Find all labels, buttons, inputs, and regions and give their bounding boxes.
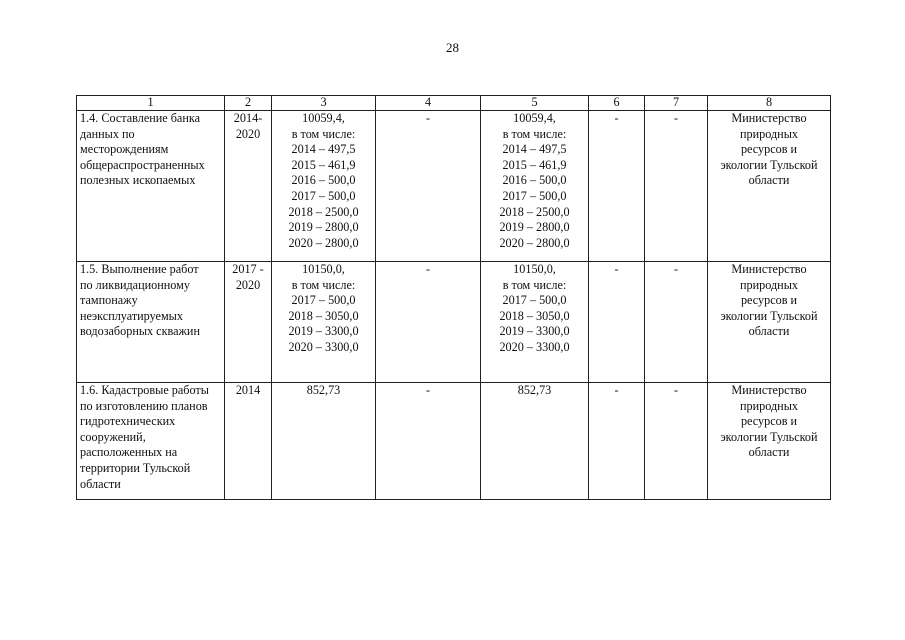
table-row xyxy=(77,262,831,383)
activity-name-cell-line: гидротехнических xyxy=(80,414,176,429)
regional-funding-cell-line: 2020 – 2800,0 xyxy=(499,235,570,250)
regional-funding-cell-line: 10059,4, xyxy=(513,111,556,125)
period-cell-line: 2017 - xyxy=(232,262,264,276)
executor-cell-line: Министерство xyxy=(731,262,807,276)
total-funding-cell-line: 2018 – 3050,0 xyxy=(288,308,359,323)
executor-cell-line: ресурсов и xyxy=(740,414,798,429)
regional-funding-cell-line: 2016 – 500,0 xyxy=(502,173,567,188)
activity-name-cell-line: 1.6. Кадастровые работы xyxy=(80,383,209,397)
activity-name-cell-line: области xyxy=(80,476,121,491)
total-funding-cell xyxy=(272,111,376,262)
executor-cell-line: Министерство xyxy=(731,383,807,397)
activity-name-cell xyxy=(77,111,225,262)
column-header: 5 xyxy=(481,96,589,111)
total-funding-cell-line: 2015 – 461,9 xyxy=(291,157,356,172)
column-header: 3 xyxy=(272,96,376,111)
regional-funding-cell xyxy=(481,383,589,500)
column-header: 4 xyxy=(376,96,481,111)
period-cell xyxy=(225,262,272,383)
total-funding-cell-line: 852,73 xyxy=(306,383,341,397)
total-funding-cell-line: 2019 – 2800,0 xyxy=(288,220,359,235)
activity-name-cell-line: территории Тульской xyxy=(80,460,191,475)
regional-funding-cell-line: в том числе: xyxy=(502,277,567,292)
regional-funding-cell-line: 2019 – 3300,0 xyxy=(499,324,570,339)
total-funding-cell xyxy=(272,383,376,500)
total-funding-cell xyxy=(272,262,376,383)
table-row xyxy=(77,111,831,262)
total-funding-cell-line: в том числе: xyxy=(291,126,356,141)
total-funding-cell-line: 2020 – 3300,0 xyxy=(288,339,359,354)
regional-funding-cell xyxy=(481,262,589,383)
executor-cell-line: Министерство xyxy=(731,111,807,125)
total-funding-cell-line: в том числе: xyxy=(291,277,356,292)
regional-funding-cell-line: 2020 – 3300,0 xyxy=(499,339,570,354)
activity-name-cell-line: общераспространенных xyxy=(80,157,205,172)
regional-funding-cell-line: 852,73 xyxy=(517,383,552,397)
activity-name-cell-line: месторождениям xyxy=(80,142,169,157)
total-funding-cell-line: 2020 – 2800,0 xyxy=(288,235,359,250)
total-funding-cell-line: 2014 – 497,5 xyxy=(291,142,356,157)
executor-cell xyxy=(708,383,831,500)
activity-name-cell-line: данных по xyxy=(80,126,135,141)
total-funding-cell-line: 2016 – 500,0 xyxy=(291,173,356,188)
activity-name-cell-line: расположенных на xyxy=(80,445,178,460)
activity-name-cell xyxy=(77,383,225,500)
executor-cell xyxy=(708,262,831,383)
table-row xyxy=(77,383,831,500)
total-funding-cell-line: 2018 – 2500,0 xyxy=(288,204,359,219)
executor-cell-line: природных xyxy=(740,126,798,141)
executor-cell-line: природных xyxy=(740,398,798,413)
regional-funding-cell-line: 10150,0, xyxy=(513,262,556,276)
regional-funding-cell-line: 2018 – 3050,0 xyxy=(499,308,570,323)
regional-funding-cell-line: в том числе: xyxy=(502,126,567,141)
column-header: 7 xyxy=(645,96,708,111)
column-4-cell: - xyxy=(376,262,481,383)
activity-name-cell-line: тампонажу xyxy=(80,293,138,308)
regional-funding-cell xyxy=(481,111,589,262)
header-row xyxy=(77,96,831,111)
column-7-cell: - xyxy=(645,262,708,383)
column-header: 6 xyxy=(589,96,645,111)
column-6-cell: - xyxy=(589,262,645,383)
period-cell-line: 2020 xyxy=(235,126,261,141)
period-cell xyxy=(225,111,272,262)
period-cell-line: 2014- xyxy=(233,111,263,125)
regional-funding-cell-line: 2019 – 2800,0 xyxy=(499,220,570,235)
activity-name-cell-line: водозаборных скважин xyxy=(80,324,200,339)
activity-name-cell-line: 1.4. Составление банка xyxy=(80,111,201,125)
column-6-cell: - xyxy=(589,111,645,262)
column-4-cell: - xyxy=(376,111,481,262)
period-cell-line: 2014 xyxy=(235,383,261,397)
column-header: 1 xyxy=(77,96,225,111)
period-cell xyxy=(225,383,272,500)
executor-cell xyxy=(708,111,831,262)
column-7-cell: - xyxy=(645,111,708,262)
activity-name-cell-line: по изготовлению планов xyxy=(80,398,208,413)
executor-cell-line: экологии Тульской xyxy=(720,157,818,172)
regional-funding-cell-line: 2018 – 2500,0 xyxy=(499,204,570,219)
executor-cell-line: экологии Тульской xyxy=(720,429,818,444)
executor-cell-line: экологии Тульской xyxy=(720,308,818,323)
column-4-cell: - xyxy=(376,383,481,500)
regional-funding-cell-line: 2017 – 500,0 xyxy=(502,293,567,308)
column-header: 2 xyxy=(225,96,272,111)
executor-cell-line: ресурсов и xyxy=(740,142,798,157)
total-funding-cell-line: 10150,0, xyxy=(302,262,345,276)
activity-name-cell-line: полезных ископаемых xyxy=(80,173,196,188)
regional-funding-cell-line: 2014 – 497,5 xyxy=(502,142,567,157)
executor-cell-line: области xyxy=(748,324,790,339)
regional-funding-cell-line: 2017 – 500,0 xyxy=(502,188,567,203)
activity-name-cell-line: сооружений, xyxy=(80,429,146,444)
executor-cell-line: ресурсов и xyxy=(740,293,798,308)
period-cell-line: 2020 xyxy=(235,277,261,292)
executor-cell-line: области xyxy=(748,445,790,460)
column-7-cell: - xyxy=(645,383,708,500)
total-funding-cell-line: 2017 – 500,0 xyxy=(291,188,356,203)
activity-name-cell-line: неэксплуатируемых xyxy=(80,308,183,323)
total-funding-cell-line: 2017 – 500,0 xyxy=(291,293,356,308)
executor-cell-line: области xyxy=(748,173,790,188)
program-table xyxy=(76,95,831,500)
total-funding-cell-line: 2019 – 3300,0 xyxy=(288,324,359,339)
column-6-cell: - xyxy=(589,383,645,500)
regional-funding-cell-line: 2015 – 461,9 xyxy=(502,157,567,172)
page-number: 28 xyxy=(446,40,459,55)
activity-name-cell-line: по ликвидационному xyxy=(80,277,190,292)
column-header: 8 xyxy=(708,96,831,111)
activity-name-cell xyxy=(77,262,225,383)
activity-name-cell-line: 1.5. Выполнение работ xyxy=(80,262,199,276)
total-funding-cell-line: 10059,4, xyxy=(302,111,345,125)
executor-cell-line: природных xyxy=(740,277,798,292)
